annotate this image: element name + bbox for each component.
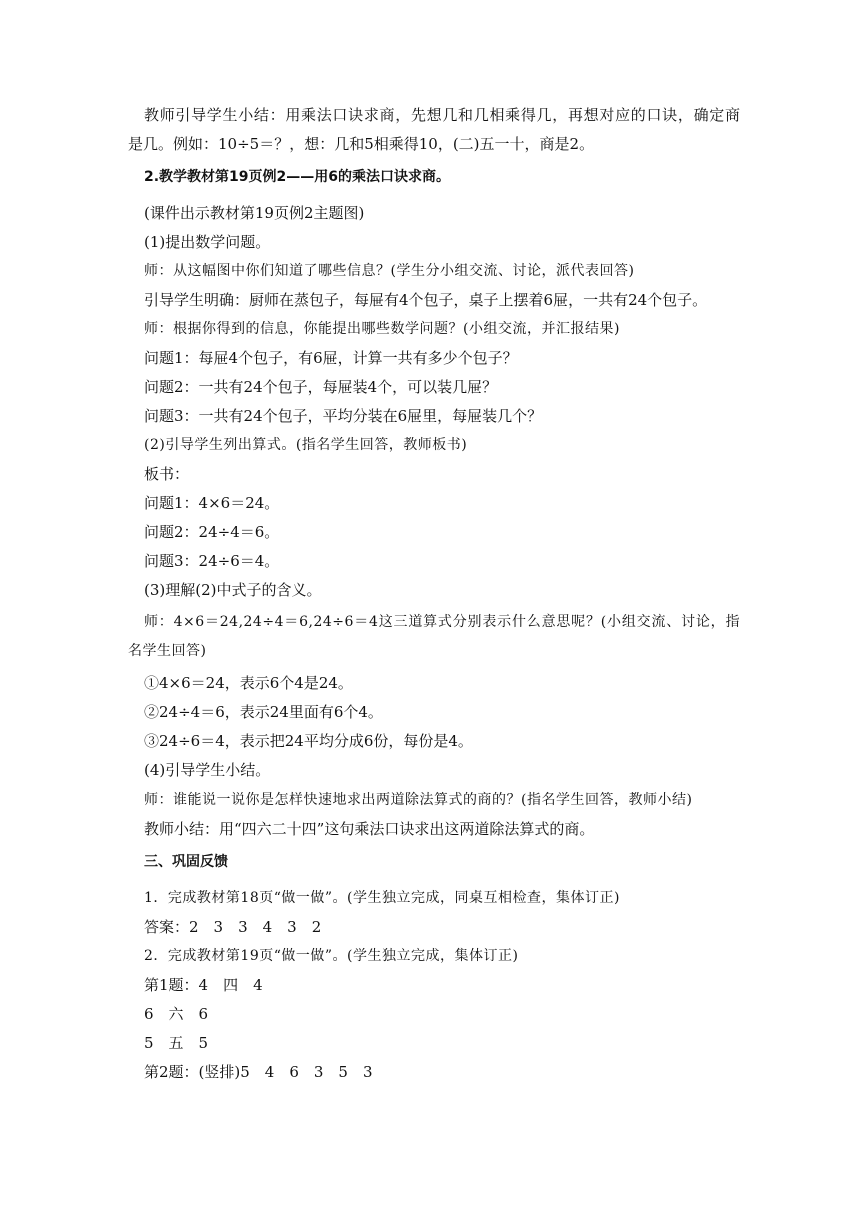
meaning-1: ①4×6＝24，表示6个4是24。 (144, 674, 353, 692)
question-1-answer-row3: 5 五 5 (144, 1034, 209, 1052)
question-1-answer-row1: 第1题：4 四 4 (144, 976, 263, 994)
teacher-question-problems: 师：根据你得到的信息，你能提出哪些数学问题？(小组交流，并汇报结果) (144, 321, 620, 337)
step-2-heading: (2)引导学生列出算式。(指名学生回答，教师板书) (144, 437, 468, 453)
board-problem-1: 问题1：4×6＝24。 (144, 494, 280, 512)
problem-1: 问题1：每屉4个包子，有6屉，计算一共有多少个包子？ (144, 349, 518, 367)
step-3-heading: (3)理解(2)中式子的含义。 (144, 581, 322, 599)
board-problem-2: 问题2：24÷4＝6。 (144, 523, 280, 541)
exercise-2: 2．完成教材第19页“做一做”。(学生独立完成，集体订正) (144, 948, 519, 964)
paragraph-summary-line2: 是几。例如：10÷5＝？，想：几和5相乘得10，(二)五一十，商是2。 (128, 135, 595, 153)
step-1-heading: (1)提出数学问题。 (144, 233, 271, 251)
teacher-question-info: 师：从这幅图中你们知道了哪些信息？(学生分小组交流、讨论，派代表回答) (144, 263, 635, 279)
guide-clarify: 引导学生明确：厨师在蒸包子，每屉有4个包子，桌子上摆着6屉，一共有24个包子。 (144, 291, 708, 309)
teacher-summary: 教师小结：用“四六二十四”这句乘法口诀求出这两道除法算式的商。 (144, 820, 595, 838)
teacher-question-meaning-line2: 名学生回答) (128, 643, 207, 659)
courseware-note: (课件出示教材第19页例2主题图) (144, 204, 365, 222)
problem-3: 问题3：一共有24个包子，平均分装在6屉里，每屉装几个？ (144, 407, 543, 425)
question-2-answer: 第2题：(竖排)5 4 6 3 5 3 (144, 1063, 373, 1081)
paragraph-summary-line1: 教师引导学生小结：用乘法口诀求商，先想几和几相乘得几，再想对应的口诀，确定商 (144, 106, 740, 124)
question-1-answer-row2: 6 六 6 (144, 1005, 209, 1023)
section-heading-feedback: 三、巩固反馈 (144, 854, 228, 870)
section-heading-example2: 2.教学教材第19页例2——用6的乘法口诀求商。 (144, 169, 451, 185)
answer-1: 答案：2 3 3 4 3 2 (144, 918, 322, 936)
teacher-question-quick: 师：谁能说一说你是怎样快速地求出两道除法算式的商的？(指名学生回答，教师小结) (144, 792, 693, 808)
teacher-question-meaning-line1: 师：4×6＝24,24÷4＝6,24÷6＝4这三道算式分别表示什么意思呢？(小组交流、讨论，指 (144, 614, 740, 630)
meaning-3: ③24÷6＝4，表示把24平均分成6份，每份是4。 (144, 732, 473, 750)
step-4-heading: (4)引导学生小结。 (144, 761, 271, 779)
board-problem-3: 问题3：24÷6＝4。 (144, 552, 280, 570)
board-label: 板书： (144, 465, 190, 483)
meaning-2: ②24÷4＝6，表示24里面有6个4。 (144, 703, 383, 721)
exercise-1: 1．完成教材第18页“做一做”。(学生独立完成，同桌互相检查，集体订正) (144, 890, 620, 906)
problem-2: 问题2：一共有24个包子，每屉装4个，可以装几屉？ (144, 378, 498, 396)
